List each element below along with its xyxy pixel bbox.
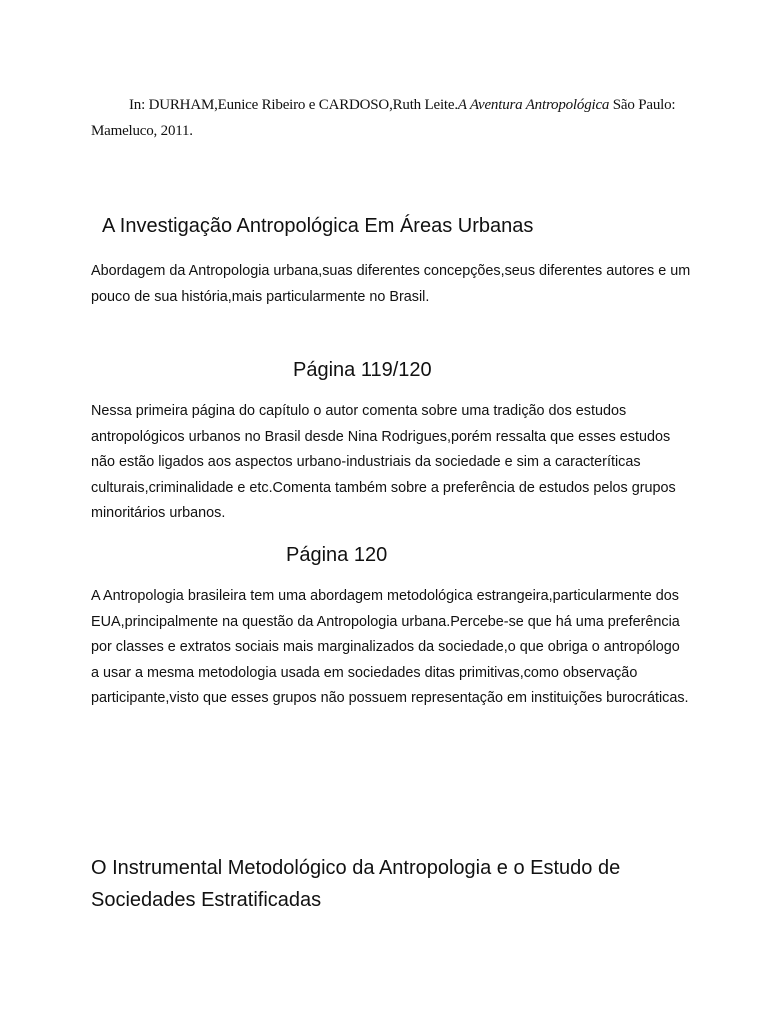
page-heading-119-120: Página 119/120 xyxy=(293,359,432,381)
citation-book-title: A Aventura Antropológica xyxy=(457,97,610,113)
citation-publisher: São Paulo: Mameluco, 2011. xyxy=(91,97,676,139)
next-section-heading: O Instrumental Metodológico da Antropologia e o Estudo de Sociedades Estratificadas xyxy=(91,857,621,911)
citation-authors: In: DURHAM,Eunice Ribeiro e CARDOSO,Ruth Leite. xyxy=(129,97,458,113)
summary-paragraph-120: A Antropologia brasileira tem uma abordagem metodológica estrangeira,particularmente dos EUA,principalmente na questão da Antropologia urbana.Percebe-se que há uma preferência por classes e extratos sociais mais marginalizados da sociedade,o que obriga o antropólogo a usar a mesma metodologia usada em sociedades ditas primitivas,como observação participante,visto que esses grupos não possuem representação em instituições burocráticas. xyxy=(91,588,689,706)
summary-paragraph-119-120: Nessa primeira página do capítulo o autor comenta sobre uma tradição dos estudos antropológicos urbanos no Brasil desde Nina Rodrigues,porém ressalta que esses estudos não estão ligados aos aspectos urbano-industriais da sociedade e sim a caracteríticas culturais,criminalidade e etc.Comenta também sobre a preferência de estudos pelos grupos minoritários urbanos. xyxy=(91,403,676,521)
page-heading-120: Página 120 xyxy=(286,544,388,566)
bibliographic-citation xyxy=(91,92,711,144)
document-title: A Investigação Antropológica Em Áreas Urbanas xyxy=(102,215,534,237)
intro-paragraph: Abordagem da Antropologia urbana,suas diferentes concepções,seus diferentes autores e um pouco de sua história,mais particularmente no Brasil. xyxy=(91,263,691,305)
